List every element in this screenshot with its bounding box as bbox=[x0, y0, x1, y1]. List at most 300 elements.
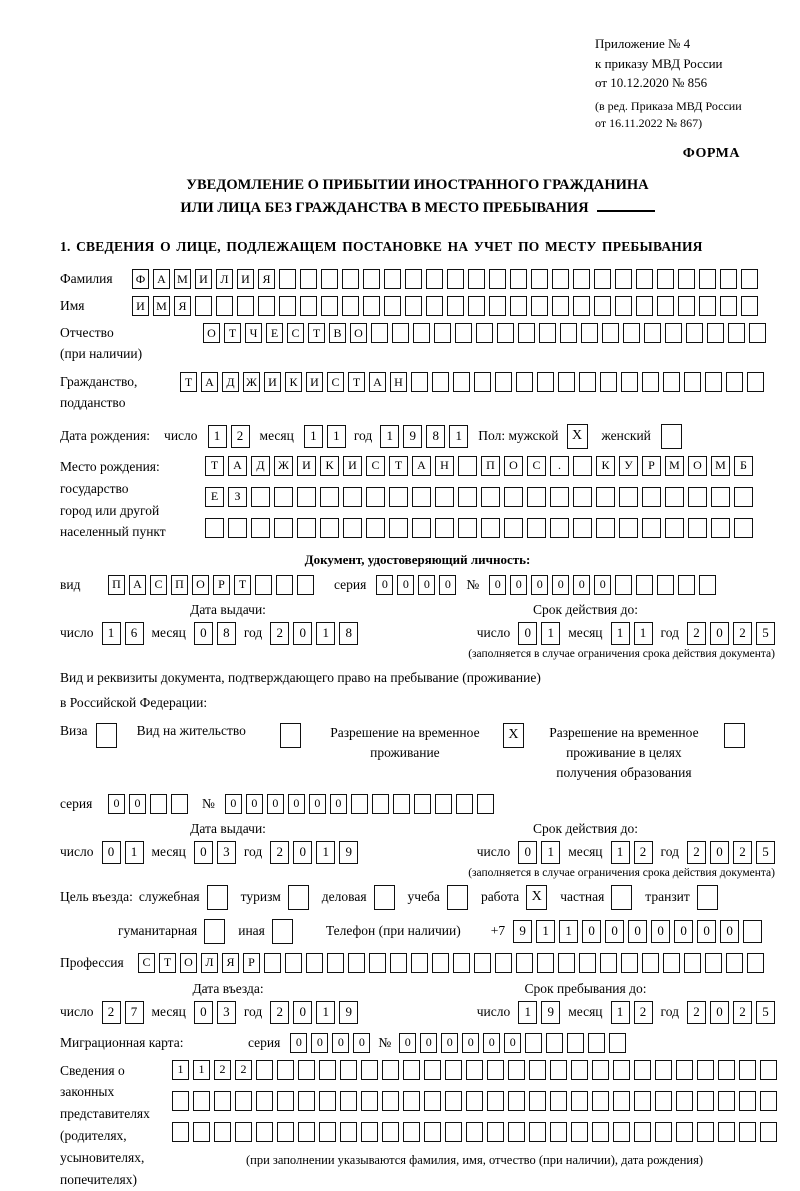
char-cell[interactable]: Р bbox=[642, 456, 661, 476]
char-cell[interactable] bbox=[193, 1122, 210, 1142]
char-cell[interactable] bbox=[739, 1060, 756, 1080]
char-cell[interactable]: С bbox=[366, 456, 385, 476]
char-cell[interactable]: 0 bbox=[531, 575, 548, 595]
char-cell[interactable] bbox=[276, 575, 293, 595]
char-cell[interactable] bbox=[424, 1060, 441, 1080]
char-cell[interactable] bbox=[508, 1091, 525, 1111]
char-cell[interactable] bbox=[621, 953, 638, 973]
char-cell[interactable]: 0 bbox=[309, 794, 326, 814]
char-cell[interactable] bbox=[432, 372, 449, 392]
char-cell[interactable] bbox=[711, 518, 730, 538]
char-cell[interactable] bbox=[537, 953, 554, 973]
char-cell[interactable] bbox=[760, 1060, 777, 1080]
char-cell[interactable] bbox=[688, 518, 707, 538]
char-cell[interactable] bbox=[495, 953, 512, 973]
char-cell[interactable] bbox=[481, 518, 500, 538]
char-cell[interactable] bbox=[600, 953, 617, 973]
char-cell[interactable]: Е bbox=[266, 323, 283, 343]
temp-residence-edu-checkbox[interactable] bbox=[724, 723, 745, 748]
char-cell[interactable]: 0 bbox=[518, 841, 537, 864]
char-cell[interactable] bbox=[274, 518, 293, 538]
char-cell[interactable] bbox=[487, 1060, 504, 1080]
char-cell[interactable] bbox=[361, 1091, 378, 1111]
char-cell[interactable] bbox=[340, 1060, 357, 1080]
char-cell[interactable] bbox=[720, 296, 737, 316]
char-cell[interactable] bbox=[657, 296, 674, 316]
char-cell[interactable] bbox=[205, 518, 224, 538]
char-cell[interactable] bbox=[592, 1122, 609, 1142]
char-cell[interactable] bbox=[705, 953, 722, 973]
char-cell[interactable] bbox=[642, 518, 661, 538]
char-cell[interactable] bbox=[636, 296, 653, 316]
char-cell[interactable] bbox=[760, 1122, 777, 1142]
char-cell[interactable]: 0 bbox=[293, 841, 312, 864]
char-cell[interactable]: А bbox=[153, 269, 170, 289]
char-cell[interactable] bbox=[256, 1091, 273, 1111]
char-cell[interactable] bbox=[613, 1060, 630, 1080]
char-cell[interactable]: 0 bbox=[489, 575, 506, 595]
char-cell[interactable] bbox=[525, 1033, 542, 1053]
char-cell[interactable]: 2 bbox=[733, 1001, 752, 1024]
char-cell[interactable]: Б bbox=[734, 456, 753, 476]
char-cell[interactable] bbox=[594, 269, 611, 289]
char-cell[interactable] bbox=[468, 296, 485, 316]
char-cell[interactable] bbox=[527, 518, 546, 538]
char-cell[interactable] bbox=[342, 296, 359, 316]
char-cell[interactable] bbox=[592, 1091, 609, 1111]
char-cell[interactable]: 0 bbox=[293, 1001, 312, 1024]
char-cell[interactable]: 0 bbox=[573, 575, 590, 595]
char-cell[interactable] bbox=[684, 372, 701, 392]
char-cell[interactable]: 2 bbox=[270, 1001, 289, 1024]
char-cell[interactable]: А bbox=[201, 372, 218, 392]
char-cell[interactable] bbox=[644, 323, 661, 343]
char-cell[interactable]: 0 bbox=[710, 622, 729, 645]
char-cell[interactable]: П bbox=[171, 575, 188, 595]
char-cell[interactable] bbox=[642, 372, 659, 392]
char-cell[interactable]: 2 bbox=[634, 841, 653, 864]
char-cell[interactable] bbox=[571, 1060, 588, 1080]
char-cell[interactable] bbox=[546, 1033, 563, 1053]
char-cell[interactable]: 2 bbox=[733, 841, 752, 864]
char-cell[interactable] bbox=[705, 372, 722, 392]
char-cell[interactable]: 1 bbox=[208, 425, 227, 448]
char-cell[interactable] bbox=[435, 487, 454, 507]
char-cell[interactable]: О bbox=[180, 953, 197, 973]
char-cell[interactable] bbox=[447, 269, 464, 289]
char-cell[interactable] bbox=[718, 1091, 735, 1111]
char-cell[interactable]: Л bbox=[201, 953, 218, 973]
char-cell[interactable] bbox=[487, 1122, 504, 1142]
char-cell[interactable]: К bbox=[285, 372, 302, 392]
char-cell[interactable] bbox=[424, 1122, 441, 1142]
char-cell[interactable] bbox=[264, 953, 281, 973]
char-cell[interactable]: 1 bbox=[316, 1001, 335, 1024]
char-cell[interactable] bbox=[550, 487, 569, 507]
char-cell[interactable] bbox=[636, 575, 653, 595]
char-cell[interactable] bbox=[216, 296, 233, 316]
char-cell[interactable]: З bbox=[228, 487, 247, 507]
char-cell[interactable] bbox=[384, 269, 401, 289]
char-cell[interactable]: 0 bbox=[397, 575, 414, 595]
char-cell[interactable]: 0 bbox=[710, 841, 729, 864]
char-cell[interactable] bbox=[435, 794, 452, 814]
char-cell[interactable]: 0 bbox=[194, 622, 213, 645]
char-cell[interactable] bbox=[558, 953, 575, 973]
char-cell[interactable] bbox=[529, 1060, 546, 1080]
char-cell[interactable] bbox=[655, 1091, 672, 1111]
char-cell[interactable]: О bbox=[203, 323, 220, 343]
char-cell[interactable]: 2 bbox=[231, 425, 250, 448]
char-cell[interactable] bbox=[623, 323, 640, 343]
char-cell[interactable] bbox=[489, 269, 506, 289]
purpose-humanitarian-checkbox[interactable] bbox=[204, 919, 225, 944]
char-cell[interactable] bbox=[279, 269, 296, 289]
char-cell[interactable] bbox=[277, 1060, 294, 1080]
male-checkbox[interactable]: X bbox=[567, 424, 588, 449]
char-cell[interactable] bbox=[665, 323, 682, 343]
char-cell[interactable]: 7 bbox=[125, 1001, 144, 1024]
char-cell[interactable] bbox=[621, 372, 638, 392]
char-cell[interactable] bbox=[466, 1122, 483, 1142]
char-cell[interactable] bbox=[734, 487, 753, 507]
char-cell[interactable] bbox=[657, 575, 674, 595]
char-cell[interactable] bbox=[340, 1122, 357, 1142]
char-cell[interactable]: 0 bbox=[194, 841, 213, 864]
char-cell[interactable] bbox=[412, 518, 431, 538]
char-cell[interactable] bbox=[412, 487, 431, 507]
char-cell[interactable]: 1 bbox=[102, 622, 121, 645]
char-cell[interactable] bbox=[579, 372, 596, 392]
char-cell[interactable] bbox=[747, 953, 764, 973]
char-cell[interactable] bbox=[678, 575, 695, 595]
char-cell[interactable]: 1 bbox=[316, 841, 335, 864]
char-cell[interactable] bbox=[447, 296, 464, 316]
char-cell[interactable] bbox=[552, 296, 569, 316]
char-cell[interactable] bbox=[508, 1122, 525, 1142]
char-cell[interactable]: 5 bbox=[756, 1001, 775, 1024]
char-cell[interactable]: 1 bbox=[536, 920, 555, 943]
char-cell[interactable]: 9 bbox=[541, 1001, 560, 1024]
char-cell[interactable]: 0 bbox=[462, 1033, 479, 1053]
char-cell[interactable]: 0 bbox=[330, 794, 347, 814]
char-cell[interactable]: Р bbox=[243, 953, 260, 973]
char-cell[interactable]: 2 bbox=[634, 1001, 653, 1024]
temp-residence-checkbox[interactable]: X bbox=[503, 723, 524, 748]
char-cell[interactable]: Р bbox=[213, 575, 230, 595]
char-cell[interactable] bbox=[393, 794, 410, 814]
char-cell[interactable]: А bbox=[129, 575, 146, 595]
char-cell[interactable]: 1 bbox=[193, 1060, 210, 1080]
char-cell[interactable] bbox=[193, 1091, 210, 1111]
char-cell[interactable] bbox=[537, 372, 554, 392]
char-cell[interactable] bbox=[298, 1091, 315, 1111]
char-cell[interactable] bbox=[327, 953, 344, 973]
char-cell[interactable]: 1 bbox=[518, 1001, 537, 1024]
char-cell[interactable]: 2 bbox=[214, 1060, 231, 1080]
char-cell[interactable] bbox=[474, 953, 491, 973]
char-cell[interactable]: О bbox=[688, 456, 707, 476]
char-cell[interactable] bbox=[405, 296, 422, 316]
purpose-business-checkbox[interactable] bbox=[374, 885, 395, 910]
char-cell[interactable]: 0 bbox=[510, 575, 527, 595]
char-cell[interactable] bbox=[760, 1091, 777, 1111]
char-cell[interactable]: О bbox=[504, 456, 523, 476]
char-cell[interactable] bbox=[414, 794, 431, 814]
char-cell[interactable] bbox=[455, 323, 472, 343]
char-cell[interactable] bbox=[477, 794, 494, 814]
char-cell[interactable] bbox=[279, 296, 296, 316]
char-cell[interactable]: 0 bbox=[628, 920, 647, 943]
char-cell[interactable] bbox=[384, 296, 401, 316]
char-cell[interactable]: 1 bbox=[380, 425, 399, 448]
char-cell[interactable] bbox=[363, 269, 380, 289]
char-cell[interactable]: Е bbox=[205, 487, 224, 507]
char-cell[interactable] bbox=[285, 953, 302, 973]
char-cell[interactable] bbox=[636, 269, 653, 289]
char-cell[interactable] bbox=[642, 487, 661, 507]
char-cell[interactable] bbox=[413, 323, 430, 343]
char-cell[interactable] bbox=[529, 1122, 546, 1142]
char-cell[interactable]: И bbox=[297, 456, 316, 476]
char-cell[interactable] bbox=[403, 1122, 420, 1142]
char-cell[interactable] bbox=[684, 953, 701, 973]
char-cell[interactable] bbox=[458, 456, 477, 476]
char-cell[interactable] bbox=[665, 518, 684, 538]
char-cell[interactable] bbox=[550, 1122, 567, 1142]
char-cell[interactable] bbox=[320, 487, 339, 507]
char-cell[interactable]: 1 bbox=[611, 1001, 630, 1024]
char-cell[interactable]: 0 bbox=[129, 794, 146, 814]
char-cell[interactable]: С bbox=[327, 372, 344, 392]
char-cell[interactable] bbox=[552, 269, 569, 289]
char-cell[interactable]: М bbox=[174, 269, 191, 289]
char-cell[interactable] bbox=[510, 296, 527, 316]
char-cell[interactable] bbox=[468, 269, 485, 289]
char-cell[interactable]: А bbox=[412, 456, 431, 476]
char-cell[interactable] bbox=[172, 1091, 189, 1111]
char-cell[interactable] bbox=[487, 1091, 504, 1111]
char-cell[interactable]: 1 bbox=[125, 841, 144, 864]
char-cell[interactable] bbox=[743, 920, 762, 943]
char-cell[interactable]: С bbox=[527, 456, 546, 476]
char-cell[interactable]: Ж bbox=[243, 372, 260, 392]
char-cell[interactable] bbox=[571, 1122, 588, 1142]
char-cell[interactable] bbox=[571, 1091, 588, 1111]
char-cell[interactable] bbox=[256, 1122, 273, 1142]
char-cell[interactable] bbox=[596, 518, 615, 538]
char-cell[interactable]: Н bbox=[390, 372, 407, 392]
char-cell[interactable]: 0 bbox=[710, 1001, 729, 1024]
char-cell[interactable] bbox=[728, 323, 745, 343]
char-cell[interactable]: Ч bbox=[245, 323, 262, 343]
char-cell[interactable] bbox=[642, 953, 659, 973]
char-cell[interactable] bbox=[707, 323, 724, 343]
char-cell[interactable] bbox=[456, 794, 473, 814]
char-cell[interactable] bbox=[371, 323, 388, 343]
char-cell[interactable]: 2 bbox=[235, 1060, 252, 1080]
char-cell[interactable]: 8 bbox=[426, 425, 445, 448]
char-cell[interactable] bbox=[734, 518, 753, 538]
char-cell[interactable]: 0 bbox=[246, 794, 263, 814]
char-cell[interactable] bbox=[481, 487, 500, 507]
char-cell[interactable] bbox=[749, 323, 766, 343]
char-cell[interactable] bbox=[297, 518, 316, 538]
char-cell[interactable]: О bbox=[192, 575, 209, 595]
char-cell[interactable] bbox=[195, 296, 212, 316]
char-cell[interactable] bbox=[389, 518, 408, 538]
char-cell[interactable] bbox=[435, 518, 454, 538]
char-cell[interactable]: 5 bbox=[756, 841, 775, 864]
char-cell[interactable]: 1 bbox=[304, 425, 323, 448]
char-cell[interactable]: Н bbox=[435, 456, 454, 476]
char-cell[interactable]: И bbox=[132, 296, 149, 316]
char-cell[interactable]: 1 bbox=[316, 622, 335, 645]
purpose-other-checkbox[interactable] bbox=[272, 919, 293, 944]
char-cell[interactable] bbox=[539, 323, 556, 343]
char-cell[interactable] bbox=[320, 518, 339, 538]
char-cell[interactable]: 1 bbox=[541, 841, 560, 864]
char-cell[interactable]: Я bbox=[258, 269, 275, 289]
char-cell[interactable] bbox=[237, 296, 254, 316]
char-cell[interactable] bbox=[277, 1122, 294, 1142]
char-cell[interactable] bbox=[592, 1060, 609, 1080]
purpose-official-checkbox[interactable] bbox=[207, 885, 228, 910]
char-cell[interactable] bbox=[445, 1122, 462, 1142]
char-cell[interactable] bbox=[321, 296, 338, 316]
char-cell[interactable] bbox=[581, 323, 598, 343]
char-cell[interactable] bbox=[300, 269, 317, 289]
char-cell[interactable] bbox=[676, 1122, 693, 1142]
char-cell[interactable] bbox=[390, 953, 407, 973]
char-cell[interactable] bbox=[550, 1060, 567, 1080]
char-cell[interactable]: 6 bbox=[125, 622, 144, 645]
char-cell[interactable] bbox=[609, 1033, 626, 1053]
char-cell[interactable] bbox=[697, 1122, 714, 1142]
char-cell[interactable] bbox=[363, 296, 380, 316]
char-cell[interactable] bbox=[516, 953, 533, 973]
char-cell[interactable] bbox=[615, 575, 632, 595]
char-cell[interactable]: К bbox=[320, 456, 339, 476]
char-cell[interactable]: 2 bbox=[687, 622, 706, 645]
char-cell[interactable]: М bbox=[153, 296, 170, 316]
char-cell[interactable] bbox=[550, 1091, 567, 1111]
char-cell[interactable]: П bbox=[108, 575, 125, 595]
char-cell[interactable]: 9 bbox=[339, 841, 358, 864]
char-cell[interactable]: И bbox=[195, 269, 212, 289]
char-cell[interactable] bbox=[298, 1060, 315, 1080]
char-cell[interactable] bbox=[372, 794, 389, 814]
char-cell[interactable]: 1 bbox=[327, 425, 346, 448]
char-cell[interactable]: Д bbox=[251, 456, 270, 476]
char-cell[interactable]: 0 bbox=[697, 920, 716, 943]
char-cell[interactable] bbox=[504, 518, 523, 538]
char-cell[interactable] bbox=[699, 269, 716, 289]
char-cell[interactable] bbox=[348, 953, 365, 973]
char-cell[interactable] bbox=[369, 953, 386, 973]
char-cell[interactable]: И bbox=[237, 269, 254, 289]
char-cell[interactable] bbox=[686, 323, 703, 343]
char-cell[interactable]: Т bbox=[180, 372, 197, 392]
char-cell[interactable] bbox=[319, 1122, 336, 1142]
char-cell[interactable] bbox=[366, 487, 385, 507]
char-cell[interactable] bbox=[172, 1122, 189, 1142]
char-cell[interactable] bbox=[343, 518, 362, 538]
char-cell[interactable] bbox=[739, 1122, 756, 1142]
char-cell[interactable]: 1 bbox=[611, 622, 630, 645]
char-cell[interactable] bbox=[699, 575, 716, 595]
char-cell[interactable]: 0 bbox=[651, 920, 670, 943]
char-cell[interactable] bbox=[527, 487, 546, 507]
char-cell[interactable]: 0 bbox=[288, 794, 305, 814]
char-cell[interactable]: 8 bbox=[339, 622, 358, 645]
char-cell[interactable] bbox=[739, 1091, 756, 1111]
char-cell[interactable]: И bbox=[264, 372, 281, 392]
char-cell[interactable]: Ф bbox=[132, 269, 149, 289]
char-cell[interactable]: 1 bbox=[611, 841, 630, 864]
char-cell[interactable]: 5 bbox=[756, 622, 775, 645]
char-cell[interactable]: С bbox=[150, 575, 167, 595]
char-cell[interactable]: 0 bbox=[293, 622, 312, 645]
char-cell[interactable] bbox=[718, 1060, 735, 1080]
char-cell[interactable] bbox=[699, 296, 716, 316]
char-cell[interactable]: 9 bbox=[339, 1001, 358, 1024]
char-cell[interactable]: А bbox=[228, 456, 247, 476]
char-cell[interactable] bbox=[340, 1091, 357, 1111]
char-cell[interactable]: О bbox=[350, 323, 367, 343]
char-cell[interactable] bbox=[306, 953, 323, 973]
char-cell[interactable] bbox=[445, 1091, 462, 1111]
char-cell[interactable]: М bbox=[665, 456, 684, 476]
char-cell[interactable] bbox=[518, 323, 535, 343]
char-cell[interactable] bbox=[747, 372, 764, 392]
char-cell[interactable] bbox=[277, 1091, 294, 1111]
char-cell[interactable] bbox=[214, 1122, 231, 1142]
char-cell[interactable] bbox=[573, 518, 592, 538]
char-cell[interactable] bbox=[508, 1060, 525, 1080]
char-cell[interactable]: 0 bbox=[483, 1033, 500, 1053]
char-cell[interactable] bbox=[676, 1091, 693, 1111]
char-cell[interactable] bbox=[298, 1122, 315, 1142]
char-cell[interactable]: . bbox=[550, 456, 569, 476]
char-cell[interactable] bbox=[634, 1091, 651, 1111]
char-cell[interactable]: 0 bbox=[605, 920, 624, 943]
char-cell[interactable] bbox=[382, 1091, 399, 1111]
char-cell[interactable] bbox=[366, 518, 385, 538]
char-cell[interactable] bbox=[726, 372, 743, 392]
char-cell[interactable] bbox=[573, 487, 592, 507]
char-cell[interactable]: 2 bbox=[270, 622, 289, 645]
char-cell[interactable] bbox=[466, 1060, 483, 1080]
char-cell[interactable]: 2 bbox=[102, 1001, 121, 1024]
char-cell[interactable]: 0 bbox=[594, 575, 611, 595]
char-cell[interactable] bbox=[411, 372, 428, 392]
char-cell[interactable] bbox=[403, 1060, 420, 1080]
char-cell[interactable] bbox=[602, 323, 619, 343]
char-cell[interactable] bbox=[361, 1060, 378, 1080]
char-cell[interactable]: С bbox=[287, 323, 304, 343]
char-cell[interactable]: В bbox=[329, 323, 346, 343]
char-cell[interactable]: 2 bbox=[733, 622, 752, 645]
char-cell[interactable] bbox=[510, 269, 527, 289]
char-cell[interactable] bbox=[516, 372, 533, 392]
char-cell[interactable] bbox=[615, 269, 632, 289]
char-cell[interactable] bbox=[361, 1122, 378, 1142]
char-cell[interactable] bbox=[235, 1091, 252, 1111]
char-cell[interactable]: 0 bbox=[332, 1033, 349, 1053]
char-cell[interactable]: Т bbox=[224, 323, 241, 343]
char-cell[interactable]: 0 bbox=[582, 920, 601, 943]
